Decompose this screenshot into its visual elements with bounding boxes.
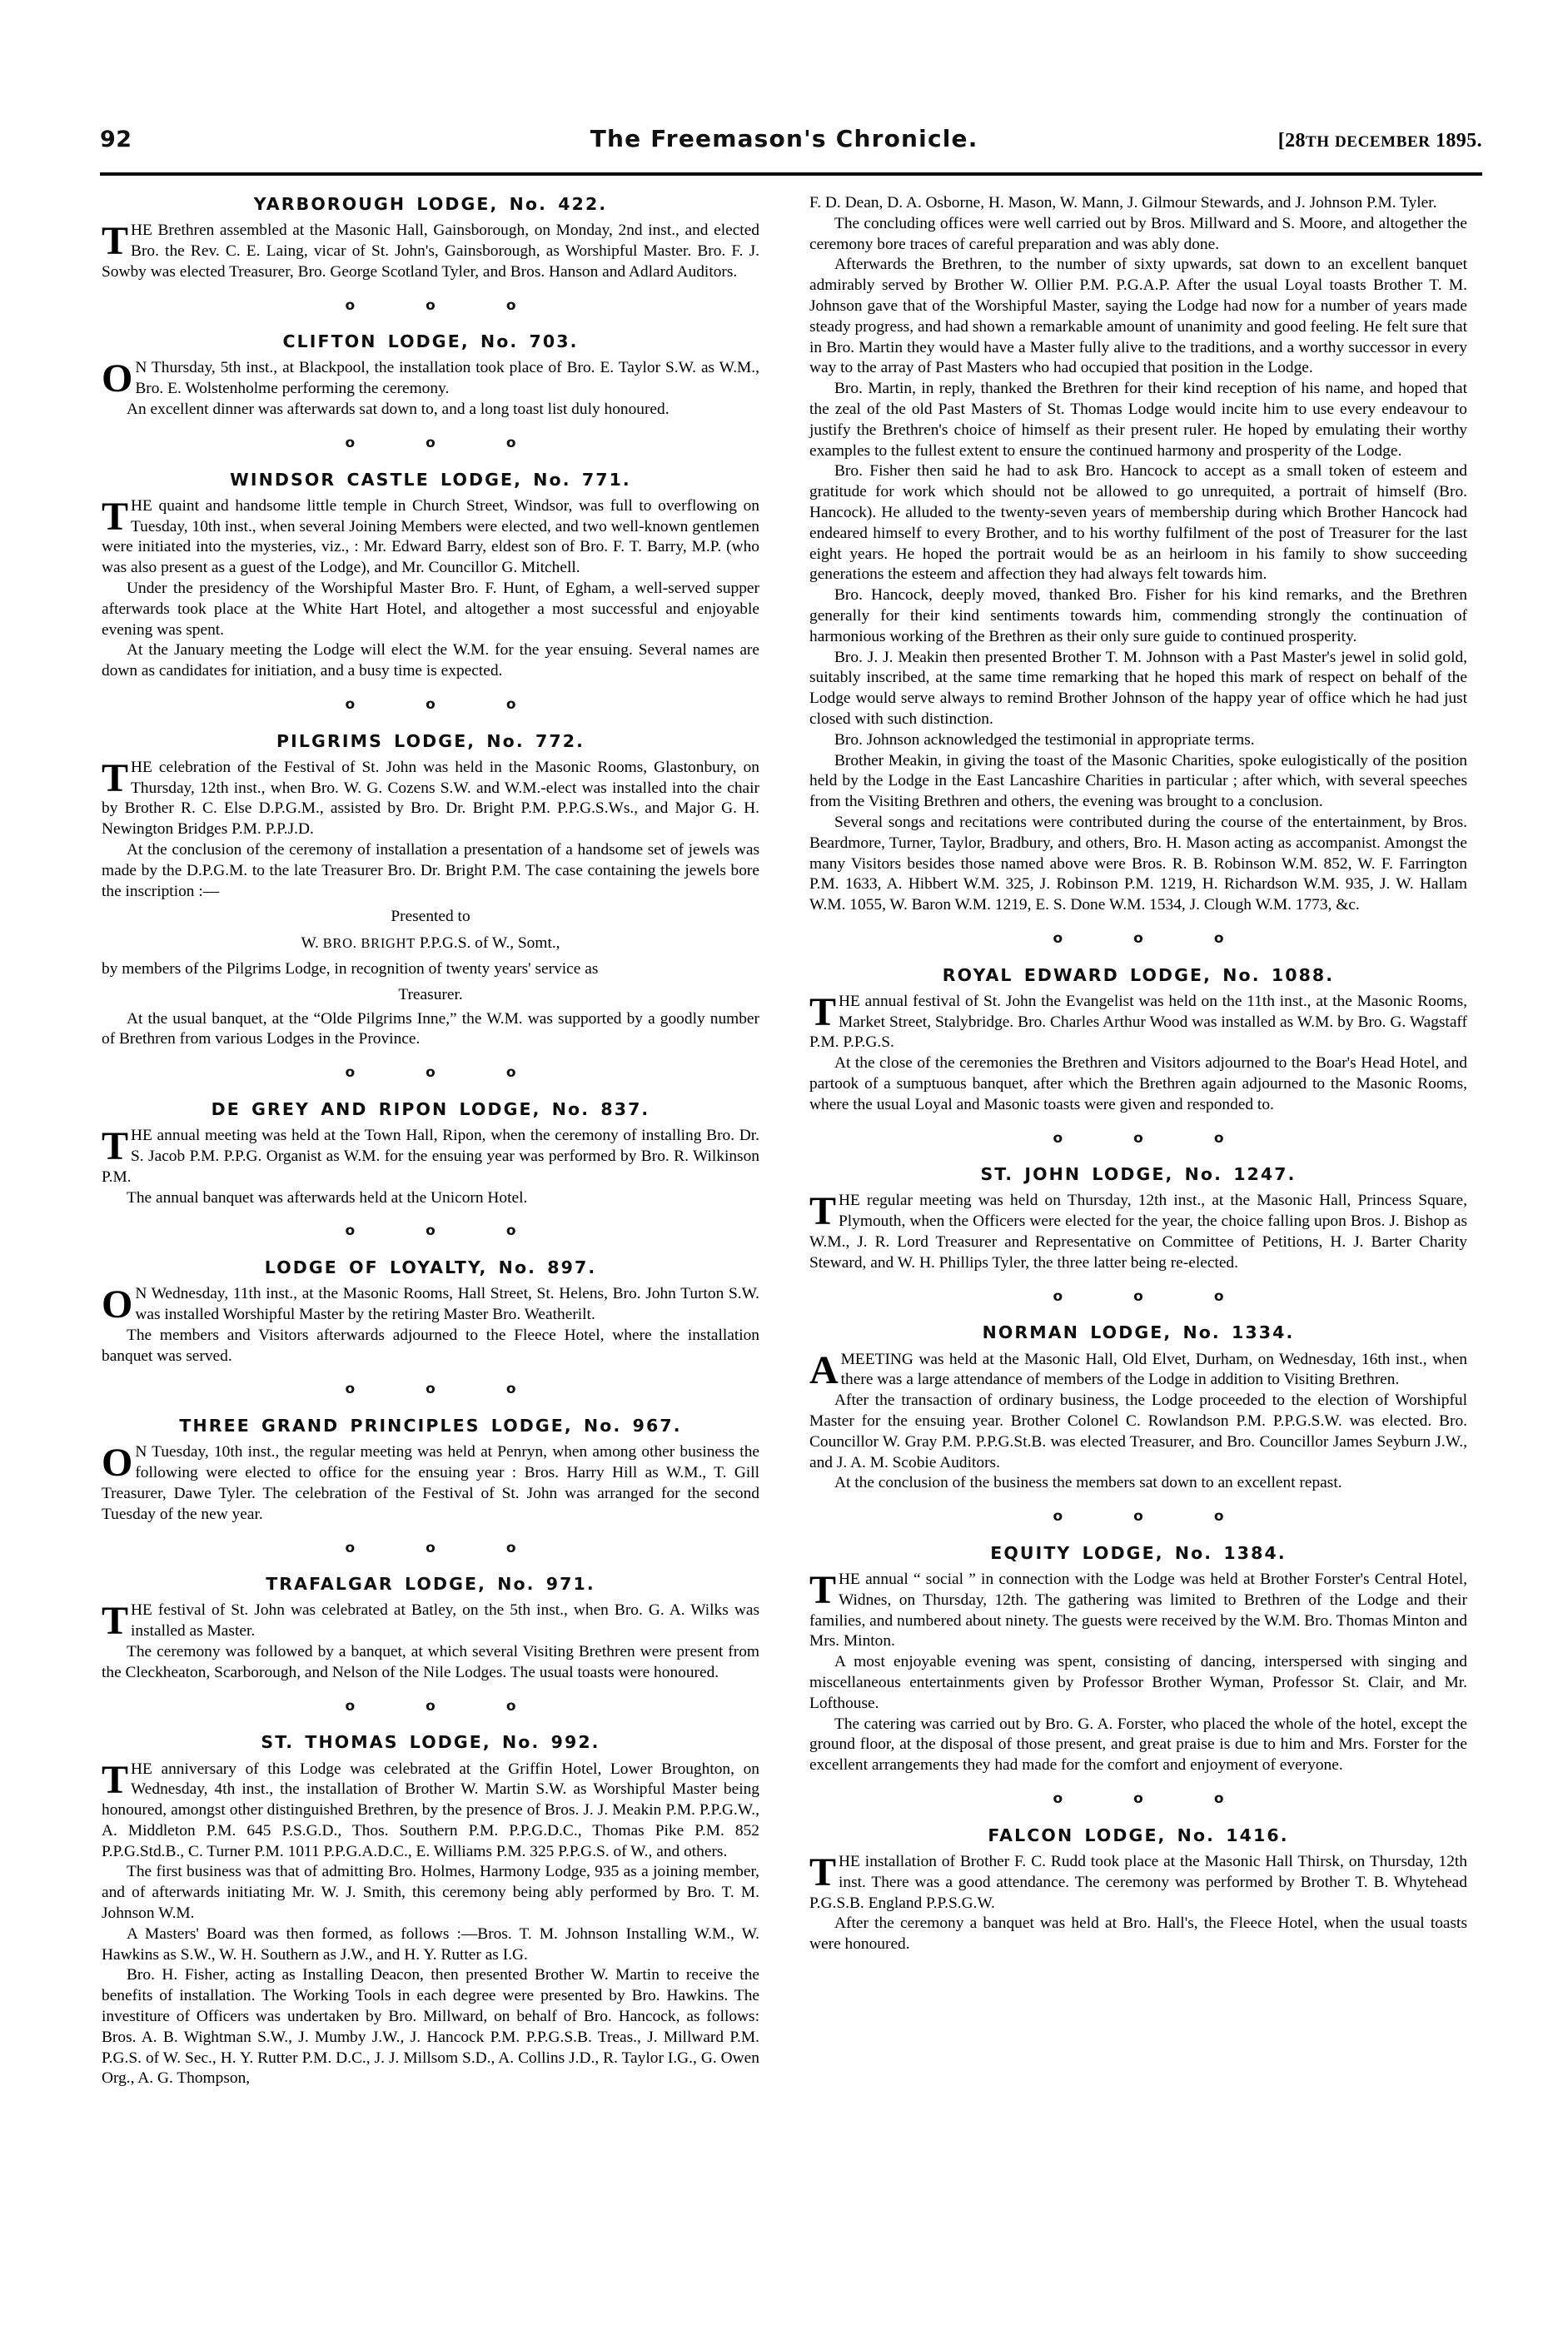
left-column — [102, 193, 759, 2089]
article-para: After the transaction of ordinary business, the Lodge proceeded to the election of Worshipful Master for the ensuing year. Brother Colonel C. Rowlandson P.M. P.P.G.S.W. was elected. Bro. Councillor W. Gray P.M. P.P.G.St.B. was elected Treasurer, and Bro. Councillor James Seyburn J.W., and J. A. M. Scobie Auditors. — [809, 1392, 1467, 1471]
inscription-bro: BRO. — [322, 935, 357, 952]
article-lead-loyalty: ON Wednesday, 11th inst., at the Masonic Rooms, Hall Street, St. Helens, Bro. John Turton S.W. was installed Worshipful Master by the retiring Master Bro. Weatherilt. — [102, 1282, 759, 1327]
article-para: The annual banquet was afterwards held at the Unicorn Hotel. — [127, 1188, 528, 1207]
section-ornament: o o o — [345, 1064, 545, 1082]
section-ornament: o o o — [345, 1381, 545, 1398]
article-para: The catering was carried out by Bro. G. A. Forster, who placed the whole of the hotel, except the ground floor, at the disposal of those present, and great praise is due to him and Mrs. Forster for the excellent arrangements they had made for the comfort and enjoyment of everyone. — [809, 1715, 1467, 1775]
article-para: Under the presidency of the Worshipful Master Bro. F. Hunt, of Egham, a well-served supper afterwards took place at the White Hart Hotel, and altogether a most successful and enjoyable evening was spent. — [102, 579, 759, 639]
date-bracket: [ — [1277, 130, 1286, 152]
article-lead-de-grey-and-ripon: THE annual meeting was held at the Town Hall, Ripon, when the ceremony of installing Bro. Dr. S. Jacob P.M. P.P.G. Organist as W.M. for the ensuing year was performed by Bro. R. Wilkinson P.M. — [102, 1124, 759, 1186]
page-number: 92 — [100, 127, 132, 152]
article-para: At the January meeting the Lodge will elect the W.M. for the year ensuing. Several names are down as candidates for initiation, and a busy time is expected. — [102, 641, 759, 680]
article-para: At the conclusion of the business the members sat down to an excellent repast. — [834, 1474, 1342, 1492]
article-para: Bro. H. Fisher, acting as Installing Deacon, then presented Brother W. Martin to receive the benefits of installation. The Working Tools in each degree were presented by Bro. Hawkins. The investiture of Officers was undertaken by Bro. Millward, on behalf of Bro. Hancock, as follows: Bros. A. B. Wightman S.W., J. Mumby J.W., J. Hancock P.M. P.P.G.S.B. Treas., J. Millward P.M. P.G.S. of W. Sec., H. Y. Rutter P.M. D.C., J. J. Millsom S.D., A. Collins J.D., R. Taylor I.G., G. Owen Org., A. G. Thompson, — [102, 1966, 759, 2088]
article-lead-royal-edward: THE annual festival of St. John the Evangelist was held on the 11th inst., at the Masonic Rooms, Market Street, Stalybridge. Bro. Charles Arthur Wood was installed as W.M. by Bro. G. Wagstaff P.M. P.P.G.S. — [809, 989, 1467, 1052]
lodge-heading-clifton: CLIFTON LODGE, No. 703. — [282, 331, 579, 352]
article-para: Bro. Fisher then said he had to ask Bro. Hancock to accept as a small token of esteem and gratitude for work which should not be allowed to go unrequited, a portrait of himself (Bro. Hancock). He alluded to the twenty-seven years of membership during which Brother Hancock had endeared himself to every Brother, and to his worthy fulfilment of the post of Treasurer for the last eight years. He hoped the portrait would be as an heirloom in his family to show succeeding generations the esteem and affection they had always felt towards him. — [809, 462, 1467, 584]
article-lead-pilgrims: THE celebration of the Festival of St. John was held in the Masonic Rooms, Glastonbury, on Thursday, 12th inst., when Bro. W. G. Cozens S.W. and W.M.-elect was installed into the chair by Brother R. C. Else D.P.G.M., assisted by Bro. Dr. Bright P.M. P.P.G.S.Ws., and Major G. H. Newington Bridges P.M. P.P.J.D. — [102, 755, 759, 839]
article-lead-windsor-castle: THE quaint and handsome little temple in Church Street, Windsor, was full to overflowing on Tuesday, 10th inst., when several Joining Members were elected, and two well-known gentlemen were initiated into the mysteries, viz., : Mr. Edward Barry, eldest son of Bro. F. T. Barry, M.P. (who was also present as a guest of the Lodge), and Mr. Councillor G. Mitchell. — [102, 494, 759, 577]
article-para: An excellent dinner was afterwards sat down to, and a long toast list duly honoured. — [127, 401, 670, 419]
article-para: The members and Visitors afterwards adjourned to the Fleece Hotel, where the installation banquet was served. — [102, 1326, 759, 1365]
section-ornament: o o o — [345, 434, 545, 451]
article-para: At the close of the ceremonies the Brethren and Visitors adjourned to the Boar's Head Hotel, and partook of a sumptuous banquet, after which the Brethren again adjourned to the Masonic Rooms, where the usual Loyal and Masonic toasts were given and responded to. — [809, 1054, 1467, 1113]
section-ornament: o o o — [1053, 1790, 1252, 1808]
inscription-surname: BRIGHT — [361, 935, 416, 952]
lodge-heading-st-john: ST. JOHN LODGE, No. 1247. — [980, 1164, 1297, 1185]
article-para: A most enjoyable evening was spent, consisting of dancing, interspersed with singing and miscellaneous entertainments given by Professor Brother Wyman, Professor St. Clair, and Mr. Lofthouse. — [809, 1653, 1467, 1712]
inscription-line-presented-to: Presented to — [391, 908, 470, 926]
lodge-heading-windsor-castle: WINDSOR CASTLE LODGE, No. 771. — [230, 469, 631, 490]
section-ornament: o o o — [1053, 1508, 1252, 1526]
lodge-heading-three-grand-principles: THREE GRAND PRINCIPLES LODGE, No. 967. — [179, 1416, 682, 1436]
article-para: At the usual banquet, at the “Olde Pilgrims Inne,” the W.M. was supported by a goodly number of Brethren from various Lodges in the Province. — [102, 1009, 759, 1048]
article-lead-equity: THE annual “ social ” in connection with the Lodge was held at Brother Forster's Central Hotel, Widnes, on Thursday, 12th. The gathering was limited to Brethren of the Lodge and their families, and numbered about ninety. The guests were received by the W.M. Bro. Thomas Minton and Mrs. Minton. — [809, 1568, 1467, 1650]
lodge-heading-yarborough: YARBOROUGH LODGE, No. 422. — [253, 194, 608, 214]
section-ornament: o o o — [345, 1222, 545, 1240]
article-para: Several songs and recitations were contributed during the course of the entertainment, by Bros. Beardmore, Turner, Taylor, Bradbury, and others, Bro. H. Mason acting as accompanist. Amongst the many Visitors besides those named above were Bros. R. B. Robinson W.M. 852, W. F. Farrington P.M. 1633, A. Hibbert W.M. 325, J. Robinson P.M. 1219, H. Richardson W.M. 935, J. W. Hallam W.M. 1055, W. Baron W.M. 1219, E. S. Done W.M. 1534, J. Clough W.M. 1773, &c. — [809, 813, 1467, 914]
article-para: The first business was that of admitting Bro. Holmes, Harmony Lodge, 935 as a joining member, and of afterwards initiating Mr. W. J. Smith, this ceremony being ably performed by Bro. T. M. Johnson W.M. — [102, 1863, 759, 1923]
inscription-prefix: W. — [301, 934, 323, 953]
masthead-rule — [100, 172, 1482, 176]
lodge-heading-de-grey-and-ripon: DE GREY AND RIPON LODGE, No. 837. — [211, 1098, 650, 1119]
article-lead-falcon: THE installation of Brother F. C. Rudd took place at the Masonic Hall Thirsk, on Thursday, 12th inst. There was a good attendance. The ceremony was performed by Brother T. B. Whytehead P.G.S.B. England P.P.S.G.W. — [809, 1850, 1467, 1912]
lodge-heading-st-thomas: ST. THOMAS LODGE, No. 992. — [261, 1732, 600, 1753]
lodge-heading-royal-edward: ROYAL EDWARD LODGE, No. 1088. — [942, 964, 1335, 985]
section-ornament: o o o — [345, 695, 545, 713]
article-lead-yarborough: THE Brethren assembled at the Masonic Hall, Gainsborough, on Monday, 2nd inst., and elected Bro. the Rev. C. E. Laing, vicar of St. John's, Gainsborough, as Worshipful Master. Bro. F. J. Sowby was elected Treasurer, Bro. George Scotland Tyler, and Bros. Hanson and Adlard Auditors. — [102, 219, 759, 281]
article-para: Bro. Martin, in reply, thanked the Brethren for their kind reception of his name, and hoped that the zeal of the old Past Masters of St. Thomas Lodge would incite him to use every endeavour to justify the Brethren's choice of himself as their present ruler. He hoped by emulating their worthy examples to the fullest extent to ensure the continued harmony and prosperity of the Lodge. — [809, 380, 1467, 460]
section-ornament: o o o — [345, 1697, 545, 1715]
article-para: The concluding offices were well carried out by Bros. Millward and S. Moore, and altogether the ceremony bore traces of careful preparation and was ably done. — [809, 214, 1467, 253]
inscription-line-members: by members of the Pilgrims Lodge, in recognition of twenty years' service as — [102, 960, 599, 978]
article-lead-clifton: ON Thursday, 5th inst., at Blackpool, the installation took place of Bro. E. Taylor S.W. as W.M., Bro. E. Wolstenholme performing the ceremony. — [102, 356, 759, 401]
article-lead-norman: AMEETING was held at the Masonic Hall, Old Elvet, Durham, on Wednesday, 16th inst., when there was a large attendance of members of the Lodge in addition to Visiting Brethren. — [809, 1347, 1467, 1392]
inscription-line-name — [102, 934, 759, 954]
date-month: DECEMBER — [1334, 133, 1431, 151]
publication-title: The Freemason's Chronicle. — [590, 125, 978, 152]
right-column — [809, 193, 1467, 1955]
masthead — [100, 125, 1482, 168]
article-para: After the ceremony a banquet was held at Bro. Hall's, the Fleece Hotel, when the usual toasts were honoured. — [809, 1914, 1467, 1954]
article-para: At the conclusion of the ceremony of installation a presentation of a handsome set of jewels was made by the D.P.G.M. to the late Treasurer Bro. Dr. Bright P.M. The case containing the jewels bore the inscription :— — [102, 841, 759, 900]
article-para: Bro. J. J. Meakin then presented Brother T. M. Johnson with a Past Master's jewel in solid gold, suitably inscribed, at the same time remarking that he hoped this mark of respect on behalf of the Lodge would serve always to remind Brother Johnson of the happy year of office which he had just closed with such distinction. — [809, 648, 1467, 728]
article-para: The ceremony was followed by a banquet, at which several Visiting Brethren were present from the Cleckheaton, Scarborough, and Nelson of the Nile Lodges. The usual toasts were honoured. — [102, 1643, 759, 1681]
article-para: Brother Meakin, in giving the toast of the Masonic Charities, spoke eulogistically of the position held by the Lodge in the East Lancashire Charities in particular ; after which, with several speeches from the Visiting Brethren and others, the evening was brought to a conclusion. — [809, 751, 1467, 811]
issue-date — [1278, 130, 1482, 152]
lodge-heading-pilgrims: PILGRIMS LODGE, No. 772. — [276, 730, 585, 751]
inscription-suffix: P.P.G.S. of W., Somt., — [416, 934, 560, 953]
article-lead-trafalgar: THE festival of St. John was celebrated at Batley, on the 5th inst., when Bro. G. A. Wilks was installed as Master. — [102, 1599, 759, 1644]
inscription-line-treasurer: Treasurer. — [398, 985, 463, 1003]
date-year: 1895. — [1435, 130, 1482, 152]
section-ornament: o o o — [345, 296, 545, 314]
lodge-heading-falcon: FALCON LODGE, No. 1416. — [988, 1825, 1289, 1845]
lodge-heading-norman: NORMAN LODGE, No. 1334. — [982, 1322, 1295, 1343]
article-lead-st-thomas: THE anniversary of this Lodge was celebrated at the Griffin Hotel, Lower Broughton, on Wednesday, 4th inst., the installation of Brother W. Martin S.W. as Worshipful Master being honoured, amongst other distinguished Brethren, by the presence of Bros. J. J. Meakin P.M. P.P.G.W., A. Middleton P.M. 645 P.S.G.D., Thos. Southern P.M. P.P.G.D.C., Thomas Pike P.M. 852 P.P.G.Std.B., C. Turner P.M. 1011 P.P.G.A.D.C., E. Williams P.M. 325 P.P.G.S. of W., and others. — [102, 1757, 759, 1860]
lodge-heading-loyalty: LODGE OF LOYALTY, No. 897. — [264, 1257, 597, 1278]
article-para-continued: F. D. Dean, D. A. Osborne, H. Mason, W. Mann, J. Gilmour Stewards, and J. Johnson P.M. Tyler. — [809, 194, 1437, 212]
section-ornament: o o o — [1053, 1287, 1252, 1305]
article-para: A Masters' Board was then formed, as follows :—Bros. T. M. Johnson Installing W.M., W. Hawkins as S.W., W. H. Southern as J.W., and H. Y. Rutter as I.G. — [102, 1924, 759, 1964]
article-para: Bro. Johnson acknowledged the testimonial in appropriate terms. — [834, 730, 1255, 749]
section-ornament: o o o — [345, 1539, 545, 1556]
article-lead-three-grand-principles: ON Tuesday, 10th inst., the regular meeting was held at Penryn, when among other business the following were elected to office for the ensuing year : Bros. Harry Hill as W.M., T. Gill Treasurer, Dawe Tyler. The celebration of the Festival of St. John was arranged for the second Tuesday of the new year. — [102, 1441, 759, 1523]
date-day-suffix: TH — [1305, 133, 1330, 151]
article-para: Afterwards the Brethren, to the number of sixty upwards, sat down to an excellent banquet admirably served by Brother W. Ollier P.M. P.G.A.P. After the usual Loyal toasts Brother T. M. Johnson gave that of the Worshipful Master, saying the Lodge had now for a number of years made steady progress, and had shown a remarkable amount of unanimity and good feeling. He felt sure that in Bro. Martin they would have a Master fully alive to the traditions, and a worthy successor in every way to the array of Past Masters who had occupied that position in the Lodge. — [809, 256, 1467, 377]
section-ornament: o o o — [1053, 929, 1252, 947]
article-para: Bro. Hancock, deeply moved, thanked Bro. Fisher for his kind remarks, and the Brethren generally for their kind sentiments towards him, commending strongly the continuation of harmonious working of the Brethren as their only sure guide to continued prosperity. — [809, 586, 1467, 645]
lodge-heading-equity: EQUITY LODGE, No. 1384. — [990, 1542, 1287, 1563]
date-day: 28 — [1285, 130, 1306, 152]
article-lead-st-john: THE regular meeting was held on Thursday, 12th inst., at the Masonic Hall, Princess Square, Plymouth, when the Officers were elected for the year, the choice falling upon Bros. J. Bishop as W.M., J. R. Lord Treasurer and Representative on Committee of Petitions, H. J. Barter Charity Steward, and W. H. Phillips Tyler, the three latter being re-elected. — [809, 1189, 1467, 1272]
section-ornament: o o o — [1053, 1129, 1252, 1147]
lodge-heading-trafalgar: TRAFALGAR LODGE, No. 971. — [266, 1574, 595, 1595]
